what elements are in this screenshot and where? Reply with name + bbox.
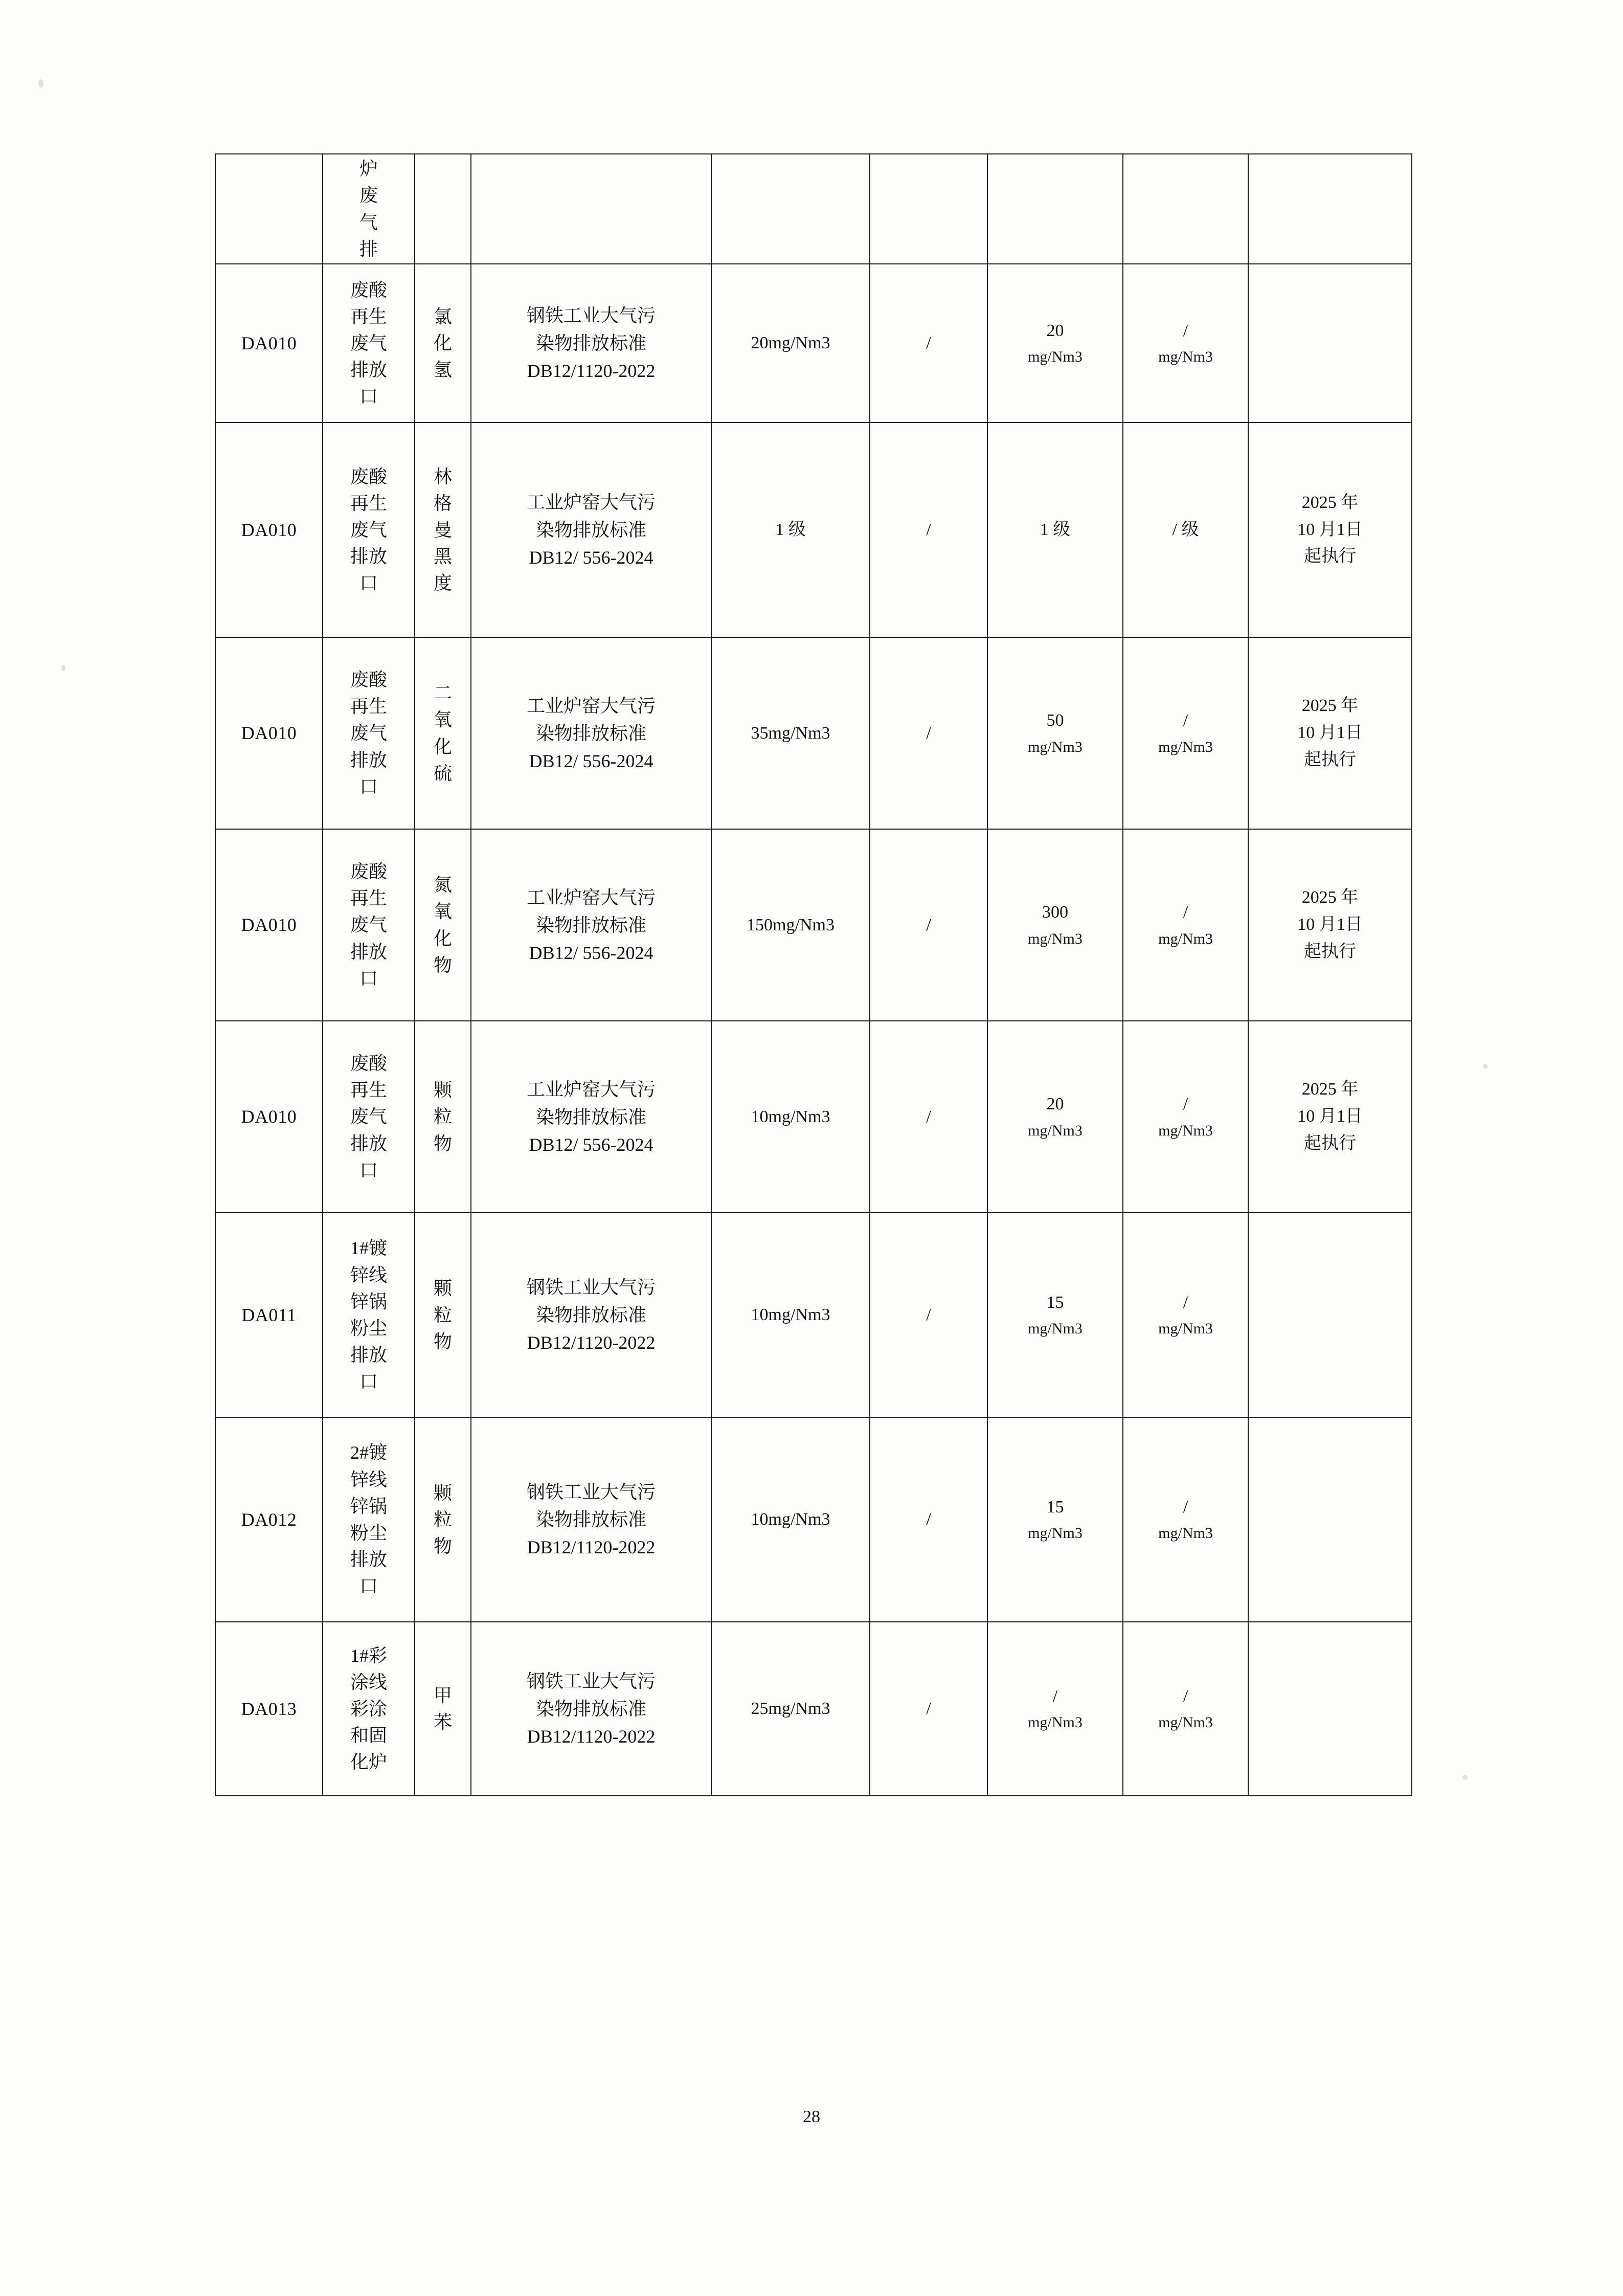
table-row xyxy=(215,637,1412,829)
cell-value: / mg/Nm3 xyxy=(987,1622,1123,1796)
cell-standard: 钢铁工业大气污 染物排放标准 DB12/1120-2022 xyxy=(471,264,711,422)
paper-speck xyxy=(1483,1064,1487,1068)
cell-limit: 150mg/Nm3 xyxy=(711,829,870,1021)
cell-pollutant: 氮 氧 化 物 xyxy=(415,829,471,1021)
cell-outlet-name: 1#镀 锌线 锌锅 粉尘 排放 口 xyxy=(323,1213,415,1417)
cell-slash: / mg/Nm3 xyxy=(1123,637,1248,829)
cell-remark: 2025 年 10 月1日 起执行 xyxy=(1248,1021,1412,1213)
cell-col6: / xyxy=(870,1622,987,1796)
cell-limit: 20mg/Nm3 xyxy=(711,264,870,422)
cell-outlet-code: DA012 xyxy=(215,1417,323,1622)
cell-outlet-code: DA010 xyxy=(215,264,323,422)
cell-standard: 钢铁工业大气污 染物排放标准 DB12/1120-2022 xyxy=(471,1622,711,1796)
cell-pollutant: 林 格 曼 黑 度 xyxy=(415,422,471,637)
cell-limit: 10mg/Nm3 xyxy=(711,1417,870,1622)
cell-standard: 工业炉窑大气污 染物排放标准 DB12/ 556-2024 xyxy=(471,422,711,637)
emission-standards-table xyxy=(215,153,1412,1796)
cell-col6: / xyxy=(870,1417,987,1622)
paper-speck xyxy=(1462,1775,1468,1780)
cell-slash: / mg/Nm3 xyxy=(1123,1417,1248,1622)
table-row xyxy=(215,829,1412,1021)
cell-outlet-name: 炉 废 气 排 xyxy=(323,154,415,264)
cell-col6: / xyxy=(870,264,987,422)
cell-value: 50 mg/Nm3 xyxy=(987,637,1123,829)
cell-limit xyxy=(711,154,870,264)
cell-value: 300 mg/Nm3 xyxy=(987,829,1123,1021)
cell-remark xyxy=(1248,1213,1412,1417)
cell-limit: 35mg/Nm3 xyxy=(711,637,870,829)
cell-slash: / mg/Nm3 xyxy=(1123,1622,1248,1796)
table-row xyxy=(215,1213,1412,1417)
cell-pollutant: 甲 苯 xyxy=(415,1622,471,1796)
cell-outlet-code: DA013 xyxy=(215,1622,323,1796)
cell-outlet-code xyxy=(215,154,323,264)
cell-standard: 工业炉窑大气污 染物排放标准 DB12/ 556-2024 xyxy=(471,829,711,1021)
cell-outlet-code: DA011 xyxy=(215,1213,323,1417)
emission-standards-table-wrapper xyxy=(215,153,1406,1796)
cell-col6: / xyxy=(870,1021,987,1213)
cell-remark: 2025 年 10 月1日 起执行 xyxy=(1248,829,1412,1021)
cell-col6: / xyxy=(870,422,987,637)
cell-outlet-code: DA010 xyxy=(215,1021,323,1213)
cell-limit: 1 级 xyxy=(711,422,870,637)
cell-standard: 工业炉窑大气污 染物排放标准 DB12/ 556-2024 xyxy=(471,637,711,829)
cell-remark xyxy=(1248,264,1412,422)
cell-outlet-code: DA010 xyxy=(215,637,323,829)
cell-standard: 钢铁工业大气污 染物排放标准 DB12/1120-2022 xyxy=(471,1213,711,1417)
cell-outlet-name: 废酸 再生 废气 排放 口 xyxy=(323,264,415,422)
cell-standard xyxy=(471,154,711,264)
cell-outlet-name: 1#彩 涂线 彩涂 和固 化炉 xyxy=(323,1622,415,1796)
paper-speck xyxy=(38,79,43,87)
cell-limit: 10mg/Nm3 xyxy=(711,1213,870,1417)
cell-value: 15 mg/Nm3 xyxy=(987,1213,1123,1417)
cell-outlet-name: 废酸 再生 废气 排放 口 xyxy=(323,422,415,637)
cell-outlet-code: DA010 xyxy=(215,422,323,637)
table-row xyxy=(215,422,1412,637)
cell-slash xyxy=(1123,154,1248,264)
cell-col6: / xyxy=(870,829,987,1021)
cell-remark xyxy=(1248,1417,1412,1622)
cell-col6 xyxy=(870,154,987,264)
cell-value: 1 级 xyxy=(987,422,1123,637)
cell-value: 20 mg/Nm3 xyxy=(987,264,1123,422)
cell-pollutant: 颗 粒 物 xyxy=(415,1213,471,1417)
cell-slash: / 级 xyxy=(1123,422,1248,637)
page-number: 28 xyxy=(803,2107,820,2126)
table-row xyxy=(215,264,1412,422)
cell-outlet-name: 废酸 再生 废气 排放 口 xyxy=(323,1021,415,1213)
cell-slash: / mg/Nm3 xyxy=(1123,1213,1248,1417)
paper-speck xyxy=(61,665,65,671)
cell-slash: / mg/Nm3 xyxy=(1123,829,1248,1021)
cell-pollutant xyxy=(415,154,471,264)
cell-limit: 25mg/Nm3 xyxy=(711,1622,870,1796)
cell-value: 20 mg/Nm3 xyxy=(987,1021,1123,1213)
cell-limit: 10mg/Nm3 xyxy=(711,1021,870,1213)
cell-value xyxy=(987,154,1123,264)
cell-outlet-name: 2#镀 锌线 锌锅 粉尘 排放 口 xyxy=(323,1417,415,1622)
table-row xyxy=(215,1021,1412,1213)
cell-outlet-name: 废酸 再生 废气 排放 口 xyxy=(323,637,415,829)
table-row xyxy=(215,1622,1412,1796)
cell-pollutant: 氯 化 氢 xyxy=(415,264,471,422)
cell-outlet-name: 废酸 再生 废气 排放 口 xyxy=(323,829,415,1021)
cell-value: 15 mg/Nm3 xyxy=(987,1417,1123,1622)
cell-remark xyxy=(1248,154,1412,264)
cell-col6: / xyxy=(870,637,987,829)
table-row xyxy=(215,1417,1412,1622)
cell-pollutant: 颗 粒 物 xyxy=(415,1417,471,1622)
cell-pollutant: 颗 粒 物 xyxy=(415,1021,471,1213)
cell-remark: 2025 年 10 月1日 起执行 xyxy=(1248,637,1412,829)
cell-slash: / mg/Nm3 xyxy=(1123,1021,1248,1213)
cell-standard: 钢铁工业大气污 染物排放标准 DB12/1120-2022 xyxy=(471,1417,711,1622)
cell-pollutant: 二 氧 化 硫 xyxy=(415,637,471,829)
cell-remark: 2025 年 10 月1日 起执行 xyxy=(1248,422,1412,637)
cell-standard: 工业炉窑大气污 染物排放标准 DB12/ 556-2024 xyxy=(471,1021,711,1213)
cell-col6: / xyxy=(870,1213,987,1417)
cell-outlet-code: DA010 xyxy=(215,829,323,1021)
table-row xyxy=(215,154,1412,264)
table-body xyxy=(215,154,1412,1796)
cell-slash: / mg/Nm3 xyxy=(1123,264,1248,422)
cell-remark xyxy=(1248,1622,1412,1796)
